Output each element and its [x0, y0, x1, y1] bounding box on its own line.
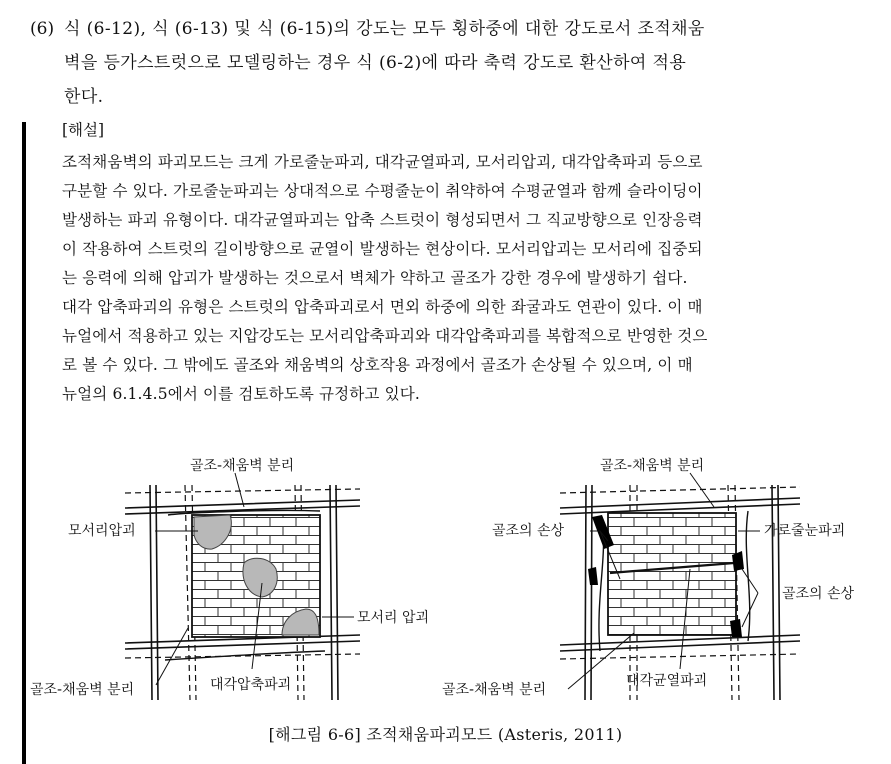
label-diagonal-cracking: 대각균열파괴: [626, 673, 708, 689]
clause-number: (6): [30, 19, 55, 39]
label-diagonal-compression: 대각압축파괴: [210, 677, 292, 693]
clause-line: 식 (6-12), 식 (6-13) 및 식 (6-15)의 강도는 모두 횡하중에 대한 강도로서 조적채움: [64, 19, 705, 39]
figure-caption: [해그림 6-6] 조적채움파괴모드 (Asteris, 2011): [268, 725, 623, 744]
label-bottom-separation-left: 골조-채움벽 분리: [30, 682, 135, 698]
commentary-line: 뉴얼에서 적용하고 있는 지압강도는 모서리압축파괴와 대각압축파괴를 복합적으로 반영한 것으: [62, 327, 708, 345]
commentary-bar: [22, 122, 26, 764]
right-infill-wall: [608, 513, 736, 635]
commentary-line: 발생하는 파괴 유형이다. 대각균열파괴는 압축 스트럿이 형성되면서 그 직교방향으로 인장응력: [62, 211, 703, 229]
commentary-line: 뉴얼의 6.1.4.5에서 이를 검토하도록 규정하고 있다.: [62, 385, 420, 403]
commentary-line: 로 볼 수 있다. 그 밖에도 골조와 채움벽의 상호작용 과정에서 골조가 손상될 수 있으며, 이 매: [62, 356, 693, 374]
label-frame-damage-right: 골조의 손상: [782, 586, 855, 602]
right-frame-diagram: [442, 457, 855, 700]
commentary-heading: [해설]: [62, 121, 105, 139]
label-corner-crushing-left: 모서리압괴: [68, 523, 136, 539]
clause-line: 벽을 등가스트럿으로 모델링하는 경우 식 (6-2)에 따라 축력 강도로 환산하여 적용: [64, 53, 687, 73]
commentary-line: 구분할 수 있다. 가로줄눈파괴는 상대적으로 수평줄눈이 취약하여 수평균열과 함께 슬라이딩이: [62, 182, 703, 200]
commentary-line: 이 작용하여 스트럿의 길이방향으로 균열이 발생하는 현상이다. 모서리압괴는 모서리에 집중되: [62, 240, 703, 258]
frame-damage-bottom-right: [730, 619, 742, 637]
label-corner-crushing-right: 모서리 압괴: [357, 610, 430, 626]
label-top-separation-left: 골조-채움벽 분리: [190, 458, 295, 474]
commentary-line: 는 응력에 의해 압괴가 발생하는 것으로서 벽체가 약하고 골조가 강한 경우에 발생하기 쉽다.: [62, 269, 688, 287]
frame-damage-mid-left: [588, 567, 598, 585]
failure-mode-figure: [30, 445, 870, 707]
label-frame-damage-left: 골조의 손상: [492, 523, 565, 539]
commentary-line: 조적채움벽의 파괴모드는 크게 가로줄눈파괴, 대각균열파괴, 모서리압괴, 대각압축파괴 등으로: [62, 153, 703, 171]
label-top-separation-right: 골조-채움벽 분리: [600, 458, 705, 474]
label-sliding-shear: 가로줄눈파괴: [764, 523, 846, 539]
label-bottom-separation-right: 골조-채움벽 분리: [442, 682, 547, 698]
left-frame-diagram: [30, 457, 429, 700]
commentary-line: 대각 압축파괴의 유형은 스트럿의 압축파괴로서 면외 하중에 의한 좌굴과도 연관이 있다. 이 매: [62, 298, 703, 316]
clause-line: 한다.: [64, 87, 104, 107]
